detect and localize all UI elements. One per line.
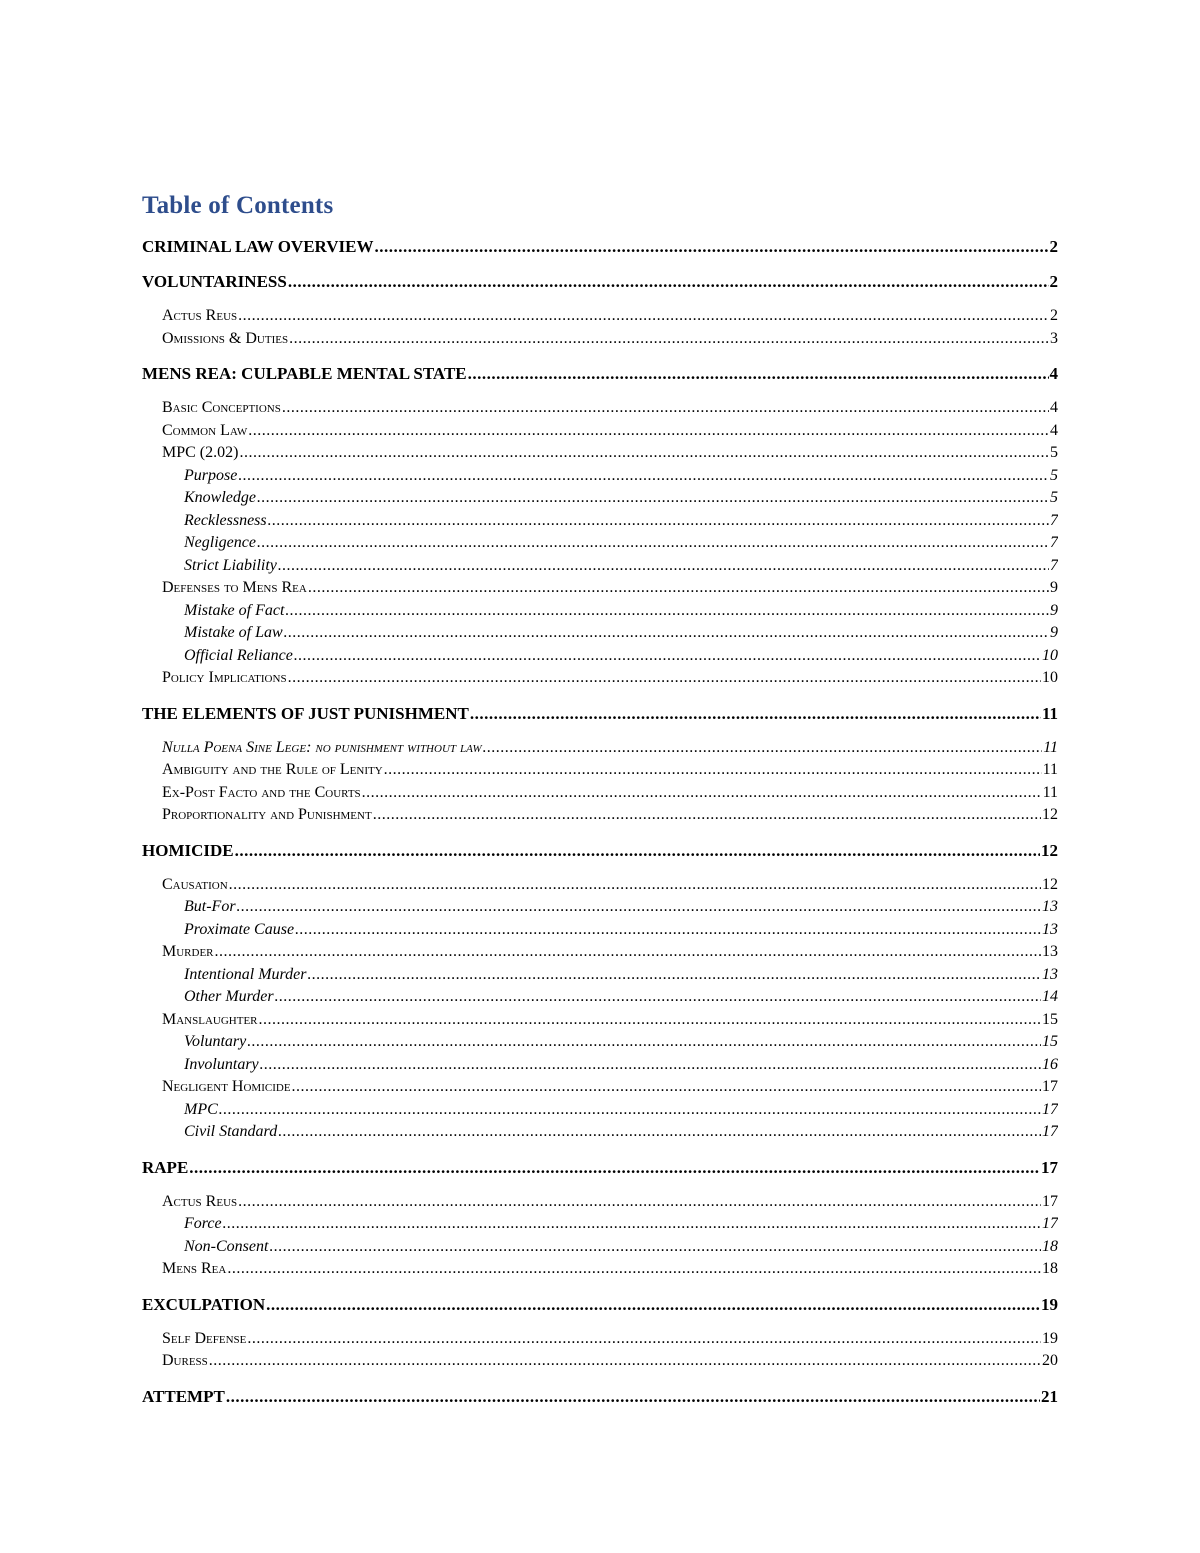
toc-entry-label: Murder	[162, 943, 214, 960]
toc-entry-label: Duress	[162, 1352, 208, 1369]
toc-entry-level-3[interactable]	[142, 645, 1058, 668]
toc-entry-level-2[interactable]	[142, 782, 1058, 805]
toc-entry-label: Omissions & Duties	[162, 329, 289, 347]
toc-entry-level-2[interactable]	[142, 941, 1058, 964]
toc-entry-label: Basic Conceptions	[162, 399, 281, 416]
toc-entry-page-number: 5	[1050, 489, 1058, 506]
toc-entry-page-number: 4	[1050, 399, 1058, 416]
toc-entry-level-3[interactable]	[142, 896, 1058, 919]
toc-entry-page-number: 3	[1050, 329, 1058, 347]
toc-entry-label: Policy Implications	[162, 669, 287, 686]
dot-leader	[308, 577, 1049, 600]
toc-entry-label: Actus Reus	[162, 307, 238, 324]
toc-entry-label: Force	[184, 1215, 222, 1232]
toc-entry-label: Strict Liability	[184, 556, 277, 574]
toc-entry-level-3[interactable]	[142, 1099, 1058, 1122]
dot-leader	[237, 896, 1041, 919]
dot-leader	[269, 1236, 1041, 1259]
toc-entry-level-1[interactable]	[142, 271, 1058, 293]
dot-leader	[470, 703, 1041, 725]
toc-entry-level-3[interactable]	[142, 1054, 1058, 1077]
toc-entry-label: VOLUNTARINESS	[142, 272, 287, 291]
dot-leader	[223, 1213, 1041, 1236]
toc-entry-page-number: 17	[1042, 1078, 1058, 1095]
dot-leader	[374, 236, 1048, 258]
toc-entry-level-2[interactable]	[142, 1350, 1058, 1373]
dot-leader	[292, 1076, 1041, 1099]
dot-leader	[289, 328, 1049, 351]
toc-entry-page-number: 18	[1042, 1260, 1058, 1277]
toc-entry-page-number: 13	[1042, 965, 1058, 983]
toc-entry-level-3[interactable]	[142, 986, 1058, 1009]
toc-entry-label: EXCULPATION	[142, 1294, 266, 1314]
toc-entry-level-1[interactable]	[142, 236, 1058, 258]
toc-entry-level-2[interactable]	[142, 804, 1058, 827]
toc-entry-level-1[interactable]	[142, 1157, 1058, 1179]
toc-entry-label: Intentional Murder	[184, 965, 307, 983]
dot-leader	[275, 986, 1041, 1009]
toc-entry-level-2[interactable]	[142, 667, 1058, 690]
toc-entry-level-2[interactable]	[142, 328, 1058, 351]
toc-entry-page-number: 20	[1042, 1352, 1058, 1369]
toc-entry-level-3[interactable]	[142, 465, 1058, 488]
dot-leader	[362, 782, 1042, 805]
toc-entry-label: CRIMINAL LAW OVERVIEW	[142, 237, 374, 256]
toc-entry-label: HOMICIDE	[142, 840, 234, 860]
toc-entry-page-number: 11	[1041, 703, 1058, 723]
toc-list	[142, 231, 1058, 1420]
toc-entry-level-2[interactable]	[142, 397, 1058, 420]
toc-entry-level-2[interactable]	[142, 1258, 1058, 1281]
toc-entry-label: Mistake of Fact	[184, 601, 285, 619]
toc-entry-page-number: 4	[1049, 364, 1058, 383]
toc-entry-page-number: 11	[1042, 761, 1058, 778]
toc-entry-label: Negligence	[184, 534, 256, 551]
toc-entry-level-1[interactable]	[142, 1386, 1058, 1408]
toc-entry-page-number: 18	[1042, 1237, 1058, 1255]
toc-entry-label: Voluntary	[184, 1033, 247, 1050]
dot-leader	[209, 1350, 1041, 1373]
toc-entry-page-number: 2	[1049, 237, 1058, 256]
toc-entry-level-2[interactable]	[142, 577, 1058, 600]
toc-entry-label: Self Defense	[162, 1329, 247, 1347]
toc-entry-label: Proportionality and Punishment	[162, 806, 372, 823]
toc-title: Table of Contents	[142, 192, 334, 219]
toc-entry-label: Common Law	[162, 421, 248, 439]
toc-entry-label: Purpose	[184, 466, 238, 484]
toc-entry-page-number: 10	[1042, 669, 1058, 686]
dot-leader	[278, 555, 1049, 578]
dot-leader	[239, 442, 1049, 465]
toc-entry-page-number: 16	[1042, 1055, 1058, 1073]
dot-leader	[468, 363, 1049, 385]
toc-entry-label: Actus Reus	[162, 1192, 238, 1210]
toc-entry-label: Causation	[162, 875, 228, 893]
toc-entry-label: But-For	[184, 898, 236, 915]
toc-entry-page-number: 13	[1042, 920, 1058, 938]
toc-entry-level-3[interactable]	[142, 1121, 1058, 1144]
toc-entry-page-number: 9	[1050, 579, 1058, 596]
dot-leader	[238, 465, 1049, 488]
toc-entry-label: Ex-Post Facto and the Courts	[162, 783, 361, 801]
toc-entry-page-number: 17	[1042, 1192, 1058, 1210]
toc-entry-page-number: 10	[1042, 646, 1058, 664]
dot-leader	[288, 667, 1041, 690]
dot-leader	[238, 305, 1049, 328]
toc-entry-level-2[interactable]	[142, 442, 1058, 465]
toc-entry-page-number: 17	[1041, 1157, 1058, 1177]
toc-entry-level-2[interactable]	[142, 305, 1058, 328]
toc-entry-level-2[interactable]	[142, 737, 1058, 760]
toc-entry-level-2[interactable]	[142, 1076, 1058, 1099]
toc-entry-level-1[interactable]	[142, 840, 1058, 862]
toc-entry-level-3[interactable]	[142, 510, 1058, 533]
toc-entry-label: Non-Consent	[184, 1237, 269, 1255]
dot-leader	[268, 510, 1049, 533]
toc-entry-level-3[interactable]	[142, 600, 1058, 623]
toc-entry-page-number: 15	[1042, 1010, 1058, 1028]
dot-leader	[294, 645, 1041, 668]
toc-entry-label: Involuntary	[184, 1055, 259, 1073]
toc-entry-label: Civil Standard	[184, 1123, 278, 1140]
toc-entry-page-number: 12	[1041, 840, 1058, 860]
toc-entry-label: THE ELEMENTS OF JUST PUNISHMENT	[142, 703, 469, 723]
toc-entry-page-number: 12	[1042, 806, 1058, 823]
toc-entry-page-number: 7	[1050, 511, 1058, 529]
dot-leader	[373, 804, 1041, 827]
dot-leader	[247, 1031, 1041, 1054]
dot-leader	[235, 840, 1040, 862]
toc-entry-level-3[interactable]	[142, 1236, 1058, 1259]
toc-entry-level-2[interactable]	[142, 874, 1058, 897]
dot-leader	[285, 600, 1049, 623]
toc-entry-level-1[interactable]	[142, 1294, 1058, 1316]
toc-entry-page-number: 21	[1041, 1386, 1058, 1406]
dot-leader	[226, 1386, 1040, 1408]
dot-leader	[284, 622, 1049, 645]
toc-entry-label: MENS REA: CULPABLE MENTAL STATE	[142, 364, 467, 383]
toc-entry-level-3[interactable]	[142, 1031, 1058, 1054]
toc-entry-page-number: 11	[1042, 783, 1058, 801]
dot-leader	[384, 759, 1042, 782]
toc-entry-label: ATTEMPT	[142, 1386, 225, 1406]
toc-entry-page-number: 5	[1050, 444, 1058, 461]
dot-leader	[266, 1294, 1040, 1316]
dot-leader	[248, 420, 1049, 443]
dot-leader	[259, 1009, 1041, 1032]
toc-entry-page-number: 9	[1050, 624, 1058, 641]
toc-entry-page-number: 17	[1042, 1215, 1058, 1232]
toc-entry-level-3[interactable]	[142, 487, 1058, 510]
dot-leader	[229, 874, 1041, 897]
toc-entry-page-number: 4	[1050, 421, 1058, 439]
dot-leader	[189, 1157, 1040, 1179]
toc-entry-label: Negligent Homicide	[162, 1078, 291, 1095]
toc-entry-label: Knowledge	[184, 489, 256, 506]
toc-entry-level-2[interactable]	[142, 1009, 1058, 1032]
toc-entry-page-number: 19	[1042, 1329, 1058, 1347]
dot-leader	[282, 397, 1049, 420]
toc-entry-label: Official Reliance	[184, 646, 293, 664]
toc-entry-level-2[interactable]	[142, 759, 1058, 782]
toc-entry-level-3[interactable]	[142, 555, 1058, 578]
dot-leader	[288, 271, 1049, 293]
toc-entry-page-number: 2	[1050, 307, 1058, 324]
toc-entry-label: Recklessness	[184, 511, 267, 529]
toc-entry-label: Defenses to Mens Rea	[162, 579, 307, 596]
toc-entry-page-number: 7	[1050, 556, 1058, 574]
toc-entry-label: MPC	[184, 1100, 218, 1118]
toc-entry-level-2[interactable]	[142, 1328, 1058, 1351]
toc-entry-label: Manslaughter	[162, 1010, 258, 1028]
dot-leader	[257, 487, 1049, 510]
toc-entry-level-2[interactable]	[142, 1191, 1058, 1214]
toc-entry-level-2[interactable]	[142, 420, 1058, 443]
dot-leader	[260, 1054, 1041, 1077]
toc-entry-level-3[interactable]	[142, 919, 1058, 942]
toc-entry-level-1[interactable]	[142, 363, 1058, 385]
toc-entry-page-number: 9	[1050, 601, 1058, 619]
toc-entry-label: Proximate Cause	[184, 920, 295, 938]
toc-entry-label: MPC (2.02)	[162, 444, 239, 461]
toc-entry-label: Mistake of Law	[184, 624, 283, 641]
toc-entry-page-number: 14	[1042, 988, 1058, 1005]
toc-entry-level-3[interactable]	[142, 622, 1058, 645]
toc-entry-page-number: 13	[1042, 943, 1058, 960]
dot-leader	[257, 532, 1049, 555]
dot-leader	[295, 919, 1041, 942]
dot-leader	[215, 941, 1041, 964]
dot-leader	[278, 1121, 1041, 1144]
toc-entry-label: Other Murder	[184, 988, 274, 1005]
toc-entry-label: Mens Rea	[162, 1260, 227, 1277]
dot-leader	[238, 1191, 1041, 1214]
toc-entry-level-3[interactable]	[142, 964, 1058, 987]
toc-entry-page-number: 17	[1042, 1100, 1058, 1118]
dot-leader	[227, 1258, 1041, 1281]
dot-leader	[483, 737, 1043, 760]
toc-entry-page-number: 19	[1041, 1294, 1058, 1314]
toc-entry-page-number: 11	[1043, 738, 1058, 756]
toc-entry-page-number: 7	[1050, 534, 1058, 551]
dot-leader	[219, 1099, 1041, 1122]
toc-entry-page-number: 15	[1042, 1033, 1058, 1050]
toc-entry-label: Ambiguity and the Rule of Lenity	[162, 761, 383, 778]
dot-leader	[308, 964, 1042, 987]
toc-entry-page-number: 12	[1042, 875, 1058, 893]
toc-entry-level-3[interactable]	[142, 1213, 1058, 1236]
toc-entry-page-number: 17	[1042, 1123, 1058, 1140]
toc-entry-page-number: 13	[1042, 898, 1058, 915]
toc-entry-level-1[interactable]	[142, 703, 1058, 725]
toc-entry-label: Nulla Poena Sine Lege: no punishment without law	[162, 738, 482, 756]
toc-entry-level-3[interactable]	[142, 532, 1058, 555]
toc-entry-label: RAPE	[142, 1157, 189, 1177]
dot-leader	[247, 1328, 1041, 1351]
toc-entry-page-number: 5	[1050, 466, 1058, 484]
toc-entry-page-number: 2	[1049, 272, 1058, 291]
